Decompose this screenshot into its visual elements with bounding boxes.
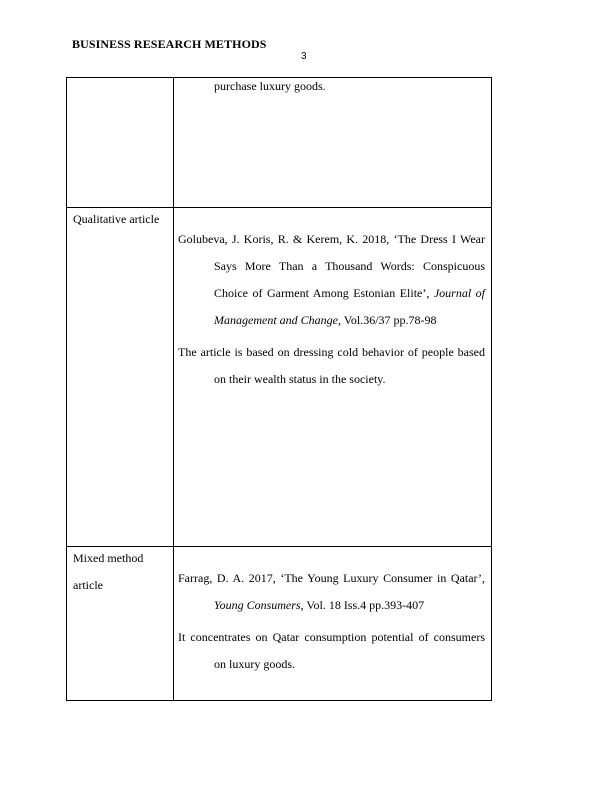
row-label-cell	[67, 78, 174, 208]
table-row	[67, 547, 492, 701]
row-content-cell	[174, 78, 492, 208]
row-label: Qualitative article	[73, 212, 160, 226]
table-row	[67, 78, 492, 208]
row-content-cell	[174, 547, 492, 701]
running-header-title: BUSINESS RESEARCH METHODS	[72, 37, 267, 51]
row-label: Mixed method article	[73, 551, 144, 592]
reference-authors-title: Farrag, D. A. 2017, ‘The Young Luxury Consumer in Qatar’,	[178, 571, 485, 585]
reference-details: , Vol.36/37 pp.78-98	[337, 313, 437, 327]
reference-journal: Young Consumers	[214, 598, 301, 612]
reference-citation	[178, 565, 485, 619]
continued-description: purchase luxury goods.	[214, 79, 326, 93]
reference-authors-title: Golubeva, J. Koris, R. & Kerem, K. 2018, ‘The Dress I Wear Says More Than a Thousand Words: Conspicuous Choice of Garment Among Estonian Elite’,	[178, 232, 485, 300]
reference-citation	[178, 226, 485, 334]
article-description: It concentrates on Qatar consumption potential of consumers on luxury goods.	[178, 630, 485, 671]
page-number: 3	[301, 51, 307, 62]
reference-journal: Journal of Management and Change	[214, 286, 485, 327]
reference-details: , Vol. 18 Iss.4 pp.393-407	[300, 598, 425, 612]
literature-table	[66, 77, 491, 701]
article-description: The article is based on dressing cold behavior of people based on their wealth status in the society.	[178, 345, 485, 386]
row-label-cell	[67, 208, 174, 547]
row-content-cell	[174, 208, 492, 547]
row-label-cell	[67, 547, 174, 701]
table-row	[67, 208, 492, 547]
